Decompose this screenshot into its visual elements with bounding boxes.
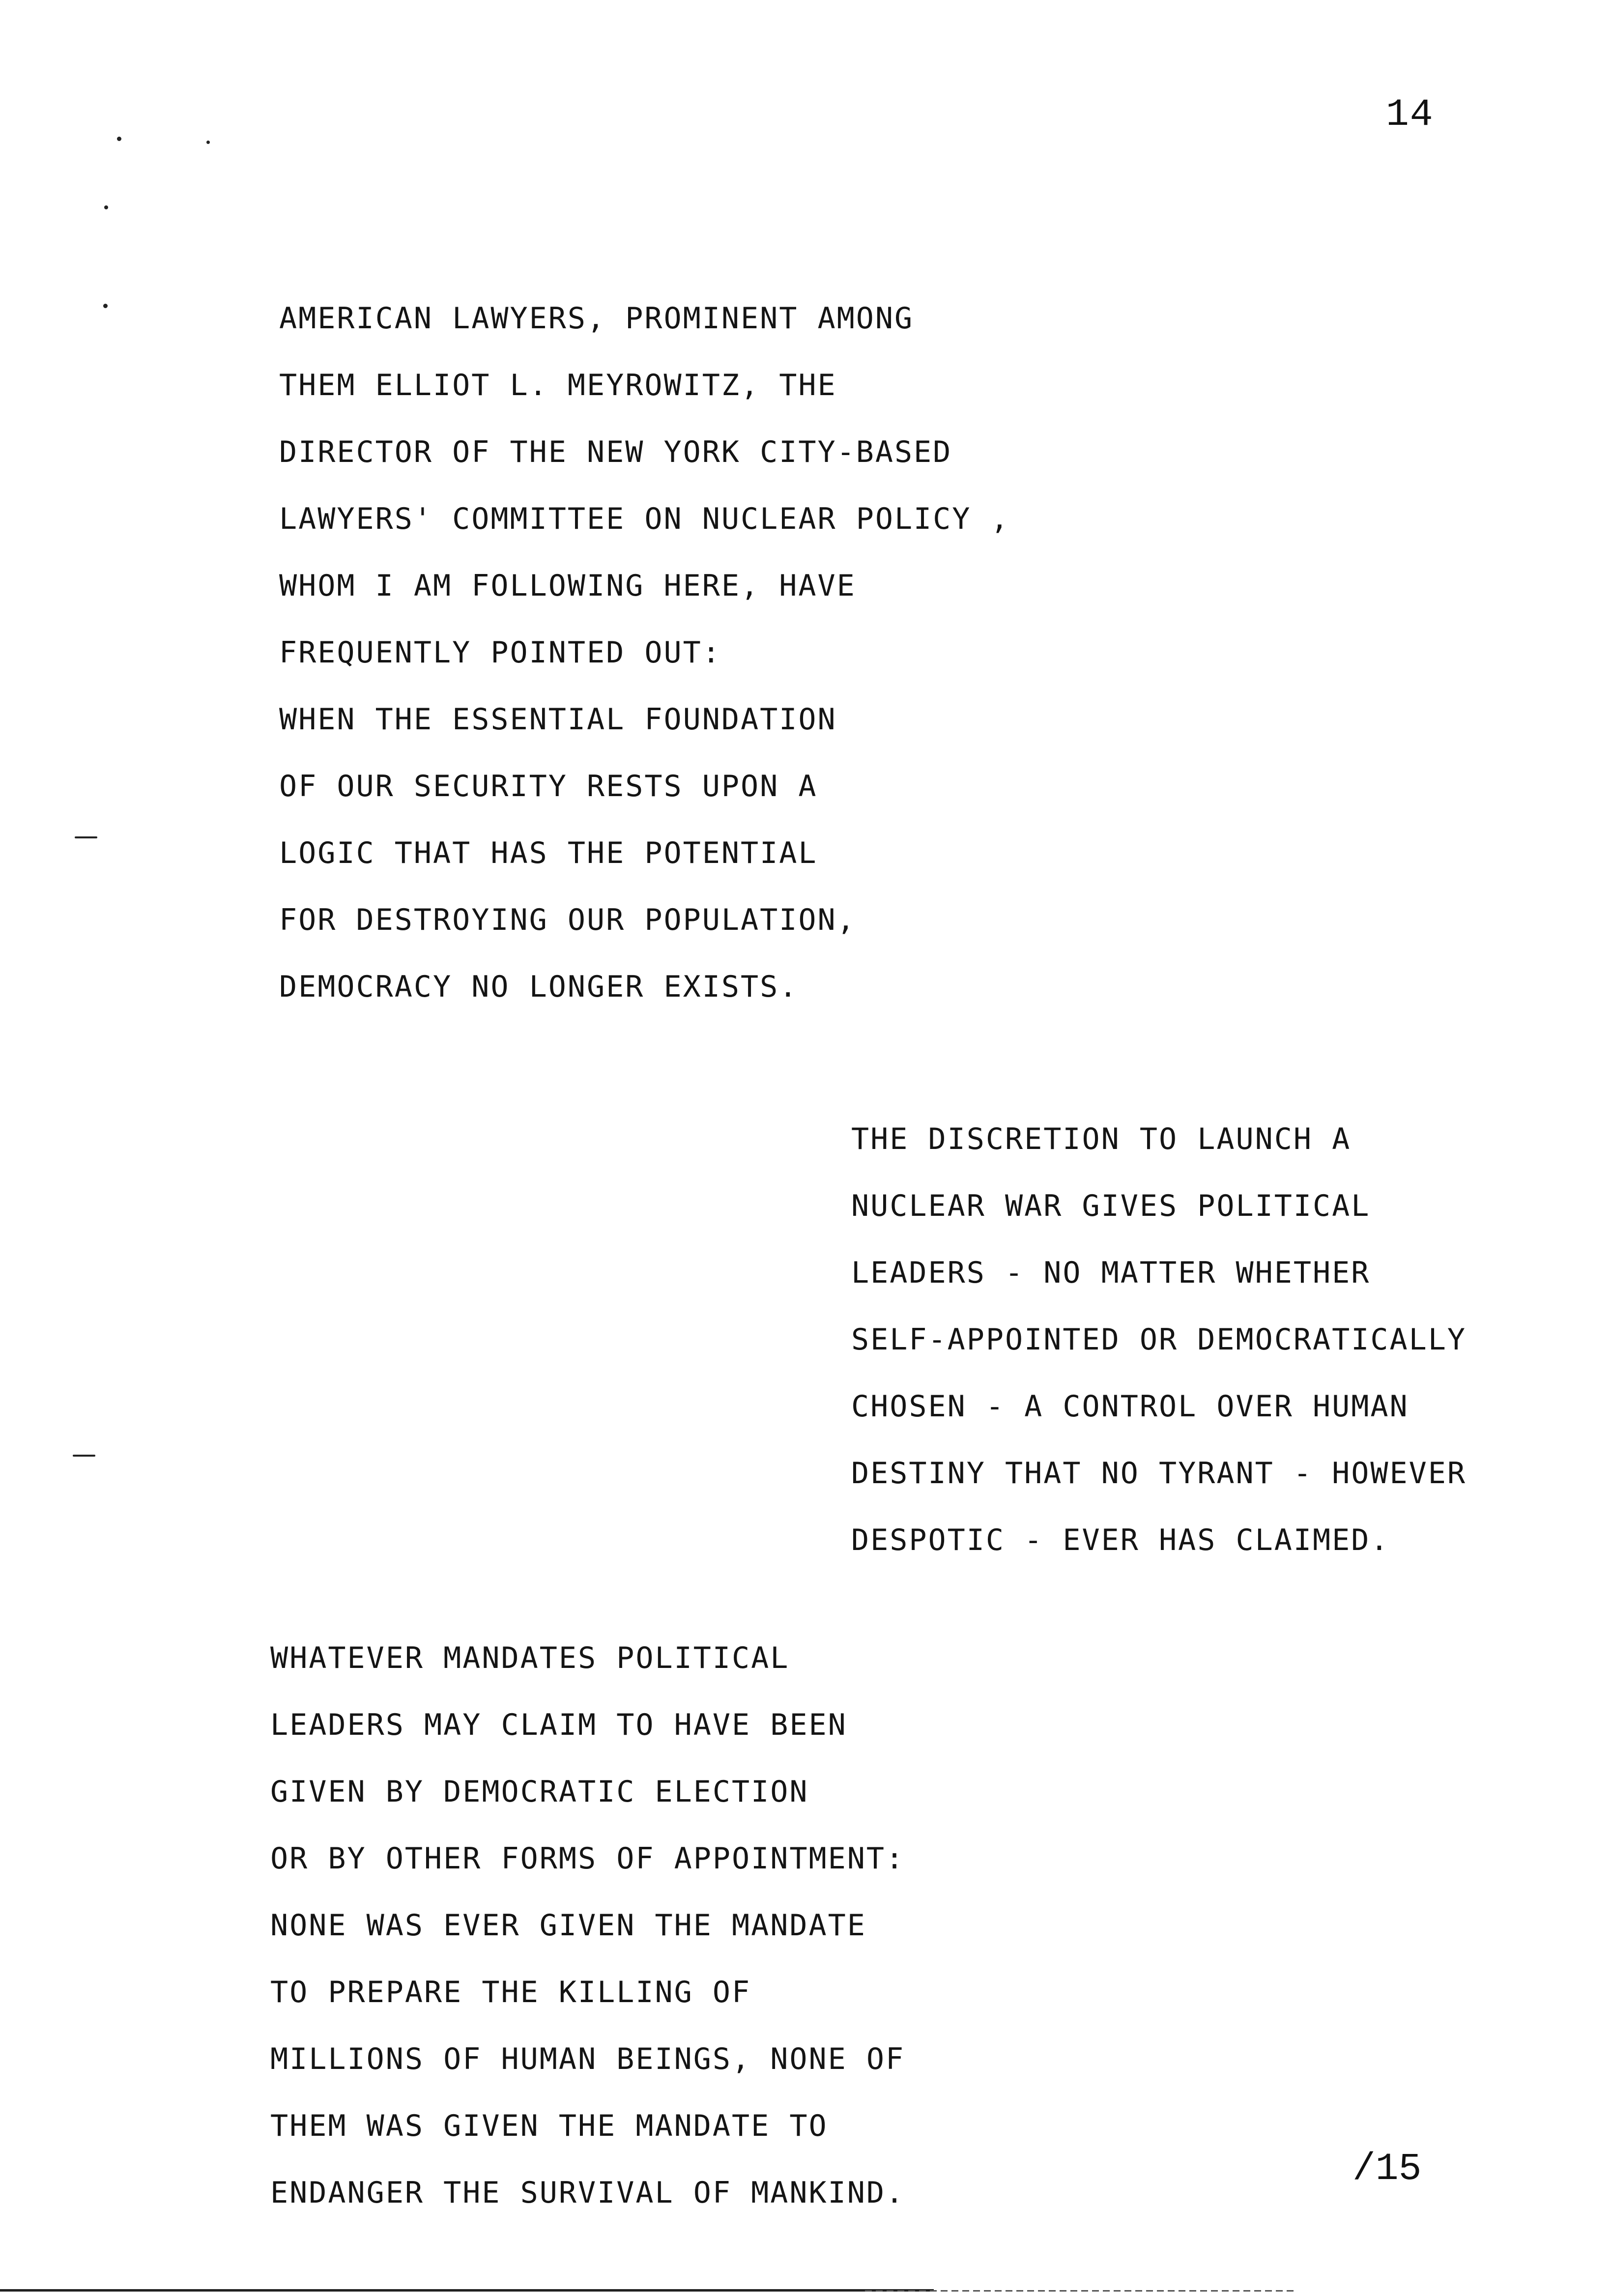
text-line: WHEN THE ESSENTIAL FOUNDATION bbox=[279, 702, 837, 737]
paragraph-discretion bbox=[851, 1106, 1467, 1574]
scan-speck bbox=[103, 304, 108, 308]
text-line: TO PREPARE THE KILLING OF bbox=[270, 1975, 751, 2009]
text-line: GIVEN BY DEMOCRATIC ELECTION bbox=[270, 1775, 809, 1809]
text-line: THEM WAS GIVEN THE MANDATE TO bbox=[270, 2109, 828, 2143]
text-line: LEADERS - NO MATTER WHETHER bbox=[851, 1256, 1371, 1290]
text-line: WHOM I AM FOLLOWING HERE, HAVE bbox=[279, 569, 856, 603]
text-line: ENDANGER THE SURVIVAL OF MANKIND. bbox=[270, 2176, 905, 2210]
text-line: DEMOCRACY NO LONGER EXISTS. bbox=[279, 970, 799, 1004]
paragraph-lawyers bbox=[279, 285, 1010, 1020]
text-line: FREQUENTLY POINTED OUT: bbox=[279, 635, 721, 670]
text-line: OR BY OTHER FORMS OF APPOINTMENT: bbox=[270, 1841, 905, 1876]
scan-speck bbox=[206, 141, 210, 144]
text-line: OF OUR SECURITY RESTS UPON A bbox=[279, 769, 818, 804]
scan-speck bbox=[117, 137, 121, 141]
text-line: AMERICAN LAWYERS, PROMINENT AMONG bbox=[279, 301, 914, 336]
text-line: MILLIONS OF HUMAN BEINGS, NONE OF bbox=[270, 2042, 905, 2076]
text-line: FOR DESTROYING OUR POPULATION, bbox=[279, 903, 856, 937]
text-line: DIRECTOR OF THE NEW YORK CITY-BASED bbox=[279, 435, 952, 469]
text-line: THE DISCRETION TO LAUNCH A bbox=[851, 1122, 1352, 1156]
text-line: LOGIC THAT HAS THE POTENTIAL bbox=[279, 836, 818, 870]
scan-dash bbox=[75, 836, 97, 838]
text-line: WHATEVER MANDATES POLITICAL bbox=[270, 1641, 790, 1675]
text-line: LEADERS MAY CLAIM TO HAVE BEEN bbox=[270, 1708, 847, 1742]
scan-dash bbox=[73, 1455, 95, 1457]
bottom-edge-line bbox=[0, 2289, 934, 2292]
text-line: LAWYERS' COMMITTEE ON NUCLEAR POLICY , bbox=[279, 502, 1010, 536]
bottom-edge-dotted-line bbox=[865, 2290, 1297, 2292]
text-line: DESPOTIC - EVER HAS CLAIMED. bbox=[851, 1523, 1390, 1557]
scan-speck bbox=[104, 205, 108, 209]
continuation-marker: /15 bbox=[1353, 2148, 1422, 2191]
text-line: DESTINY THAT NO TYRANT - HOWEVER bbox=[851, 1456, 1467, 1491]
text-line: NONE WAS EVER GIVEN THE MANDATE bbox=[270, 1908, 866, 1943]
text-line: THEM ELLIOT L. MEYROWITZ, THE bbox=[279, 368, 837, 402]
text-line: NUCLEAR WAR GIVES POLITICAL bbox=[851, 1189, 1371, 1223]
text-line: SELF-APPOINTED OR DEMOCRATICALLY bbox=[851, 1322, 1467, 1357]
text-line: CHOSEN - A CONTROL OVER HUMAN bbox=[851, 1389, 1409, 1424]
paragraph-mandates bbox=[270, 1625, 905, 2226]
page-number: 14 bbox=[1386, 93, 1434, 137]
